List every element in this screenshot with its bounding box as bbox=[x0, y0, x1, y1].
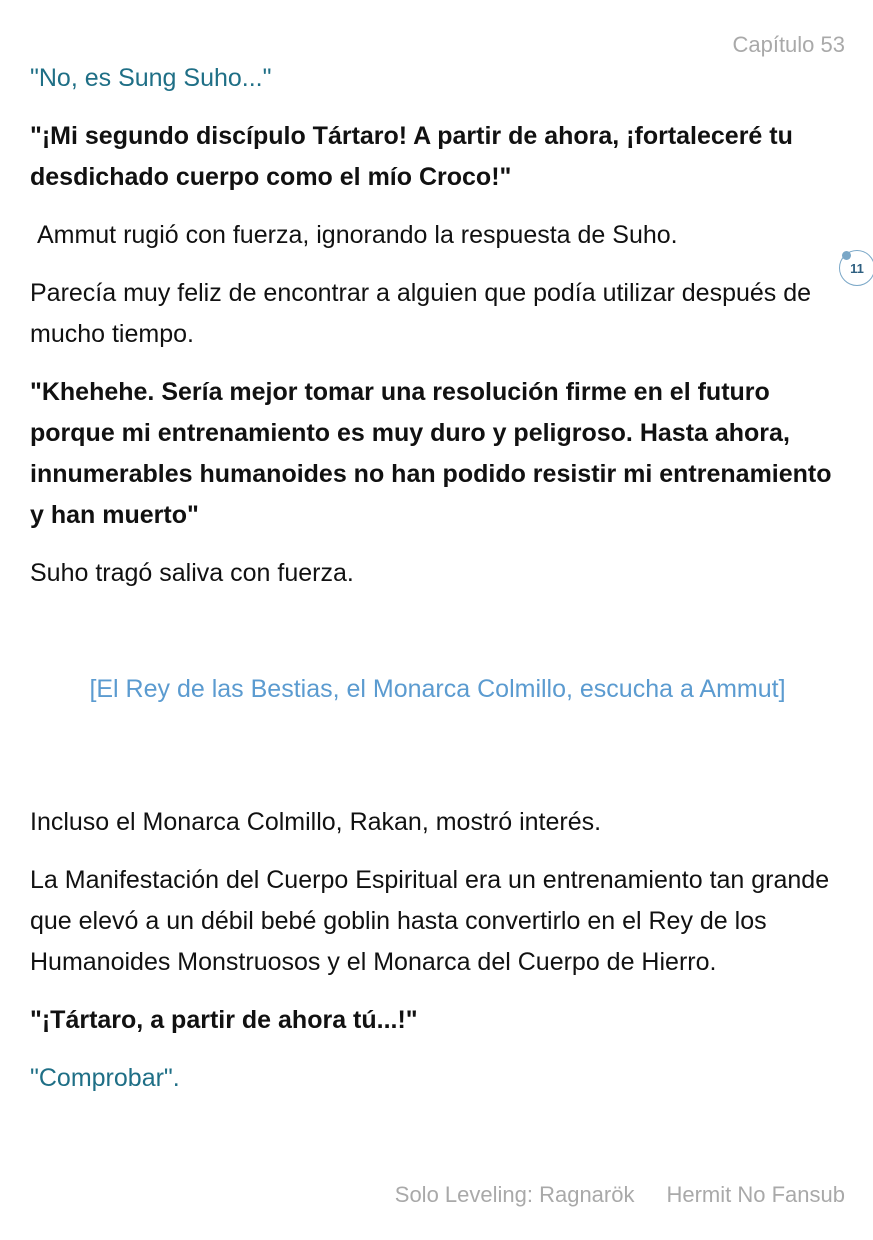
dialogue-line: "Khehehe. Sería mejor tomar una resolución firme en el futuro porque mi entrenamiento es muy duro y peligroso. Hasta ahora, innumerables humanoides no han podido resistir mi entrenamiento y han muerto" bbox=[30, 378, 832, 529]
footer-series: Solo Leveling: Ragnarök bbox=[394, 1182, 635, 1207]
narration-line: Suho tragó saliva con fuerza. bbox=[30, 559, 354, 587]
dialogue-line: "¡Mi segundo discípulo Tártaro! A partir de ahora, ¡fortaleceré tu desdichado cuerpo como el mío Croco!" bbox=[30, 122, 793, 191]
system-message: [El Rey de las Bestias, el Monarca Colmillo, escucha a Ammut] bbox=[89, 675, 786, 703]
narration-line: La Manifestación del Cuerpo Espiritual era un entrenamiento tan grande que elevó a un débil bebé goblin hasta convertirlo en el Rey de los Humanoides Monstruosos y el Monarca del Cuerpo de Hierro. bbox=[30, 866, 830, 976]
footer-group: Hermit No Fansub bbox=[666, 1182, 845, 1207]
spacer bbox=[30, 710, 845, 802]
page-badge-number: 11 bbox=[850, 260, 864, 276]
dialogue-line: "No, es Sung Suho..." bbox=[30, 64, 272, 92]
dialogue-line: "Comprobar". bbox=[30, 1064, 180, 1092]
narration-line: Incluso el Monarca Colmillo, Rakan, mostró interés. bbox=[30, 808, 602, 836]
narration-line: Parecía muy feliz de encontrar a alguien que podía utilizar después de mucho tiempo. bbox=[30, 279, 812, 348]
chapter-label: Capítulo 53 bbox=[732, 32, 845, 57]
footer bbox=[395, 1182, 845, 1208]
chapter-text bbox=[30, 58, 845, 1116]
dialogue-line: "¡Tártaro, a partir de ahora tú...!" bbox=[30, 1006, 418, 1034]
narration-line: Ammut rugió con fuerza, ignorando la respuesta de Suho. bbox=[30, 221, 678, 249]
